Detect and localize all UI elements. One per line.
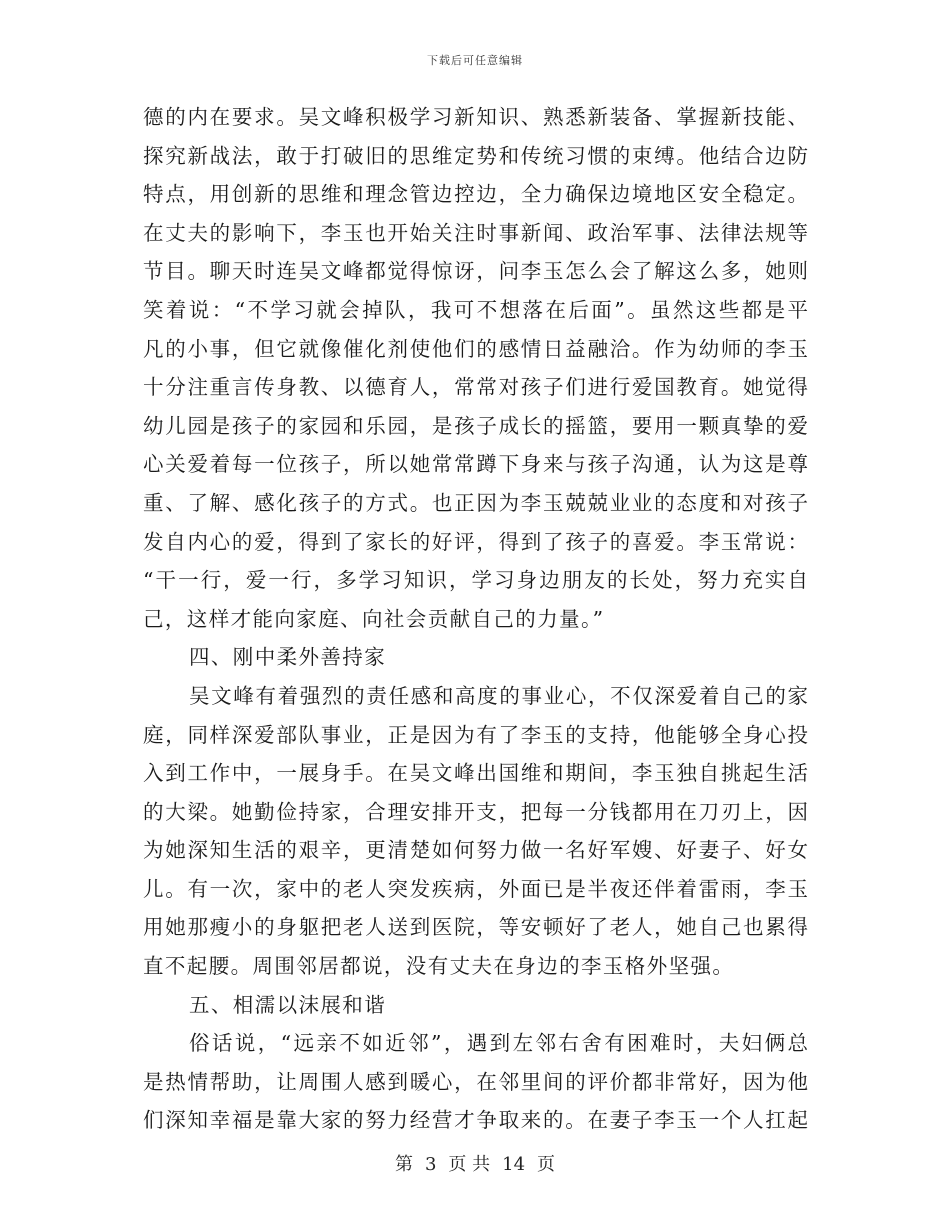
paragraph-line: 直不起腰。周围邻居都说，没有丈夫在身边的李玉格外坚强。	[143, 954, 735, 979]
paragraph-line: 特点，用创新的思维和理念管边控边，全力确保边境地区安全稳定。	[143, 182, 808, 207]
paragraph-line: 儿。有一次，家中的老人突发疾病，外面已是半夜还伴着雷雨，李玉	[143, 876, 808, 901]
paragraph-line: 笑着说：“不学习就会掉队，我可不想落在后面”。虽然这些都是平	[143, 297, 808, 322]
page-total: 14	[502, 1154, 526, 1175]
page-number-suffix: 页	[537, 1154, 556, 1175]
section-heading: 五、相濡以沫展和谐	[189, 992, 387, 1017]
page-number-prefix: 第	[394, 1154, 413, 1175]
paragraph-line: 节目。聊天时连吴文峰都觉得惊讶，问李玉怎么会了解这么多，她则	[143, 259, 808, 284]
paragraph-line: 是热情帮助，让周围人感到暖心，在邻里间的评价都非常好，因为他	[143, 1069, 808, 1094]
paragraph-line: 们深知幸福是靠大家的努力经营才争取来的。在妻子李玉一个人扛起	[143, 1108, 808, 1133]
paragraph-line: 重、了解、感化孩子的方式。也正因为李玉兢兢业业的态度和对孩子	[143, 490, 808, 515]
paragraph-line: 己，这样才能向家庭、向社会贡献自己的力量。”	[143, 606, 605, 631]
paragraph-line: 凡的小事，但它就像催化剂使他们的感情日益融洽。作为幼师的李玉	[143, 336, 808, 361]
paragraph-line: 为她深知生活的艰辛，更清楚如何努力做一名好军嫂、好妻子、好女	[143, 838, 808, 863]
page-number: 3	[424, 1154, 437, 1175]
paragraph-line: 十分注重言传身教、以德育人，常常对孩子们进行爱国教育。她觉得	[143, 375, 808, 400]
paragraph-line: 的大梁。她勤俭持家，合理安排开支，把每一分钱都用在刀刃上，因	[143, 799, 808, 824]
paragraph-line: 在丈夫的影响下，李玉也开始关注时事新闻、政治军事、法律法规等	[143, 220, 808, 245]
paragraph-line: 发自内心的爱，得到了家长的好评，得到了孩子的喜爱。李玉常说：	[143, 529, 808, 554]
page-header: 下载后可任意编辑	[427, 54, 523, 67]
paragraph-line: 幼儿园是孩子的家园和乐园，是孩子成长的摇篮，要用一颗真挚的爱	[143, 413, 808, 438]
paragraph-line: 心关爱着每一位孩子，所以她常常蹲下身来与孩子沟通，认为这是尊	[143, 452, 808, 477]
paragraph-line: 用她那瘦小的身躯把老人送到医院，等安顿好了老人，她自己也累得	[143, 915, 808, 940]
paragraph-line: 庭，同样深爱部队事业，正是因为有了李玉的支持，他能够全身心投	[143, 722, 808, 747]
section-heading: 四、刚中柔外善持家	[189, 645, 387, 670]
paragraph-line: 俗话说，“远亲不如近邻”，遇到左邻右舍有困难时，夫妇俩总	[189, 1031, 808, 1056]
page-footer	[0, 1150, 950, 1176]
paragraph-line: 探究新战法，敢于打破旧的思维定势和传统习惯的束缚。他结合边防	[143, 143, 808, 168]
document-body	[143, 98, 808, 1140]
paragraph-line: 入到工作中，一展身手。在吴文峰出国维和期间，李玉独自挑起生活	[143, 761, 808, 786]
paragraph-line: 吴文峰有着强烈的责任感和高度的事业心，不仅深爱着自己的家	[189, 683, 808, 708]
page-number-middle: 页 共	[448, 1154, 491, 1175]
paragraph-line: 德的内在要求。吴文峰积极学习新知识、熟悉新装备、掌握新技能、	[143, 105, 808, 129]
paragraph-line: “干一行，爱一行，多学习知识，学习身边朋友的长处，努力充实自	[143, 568, 808, 593]
